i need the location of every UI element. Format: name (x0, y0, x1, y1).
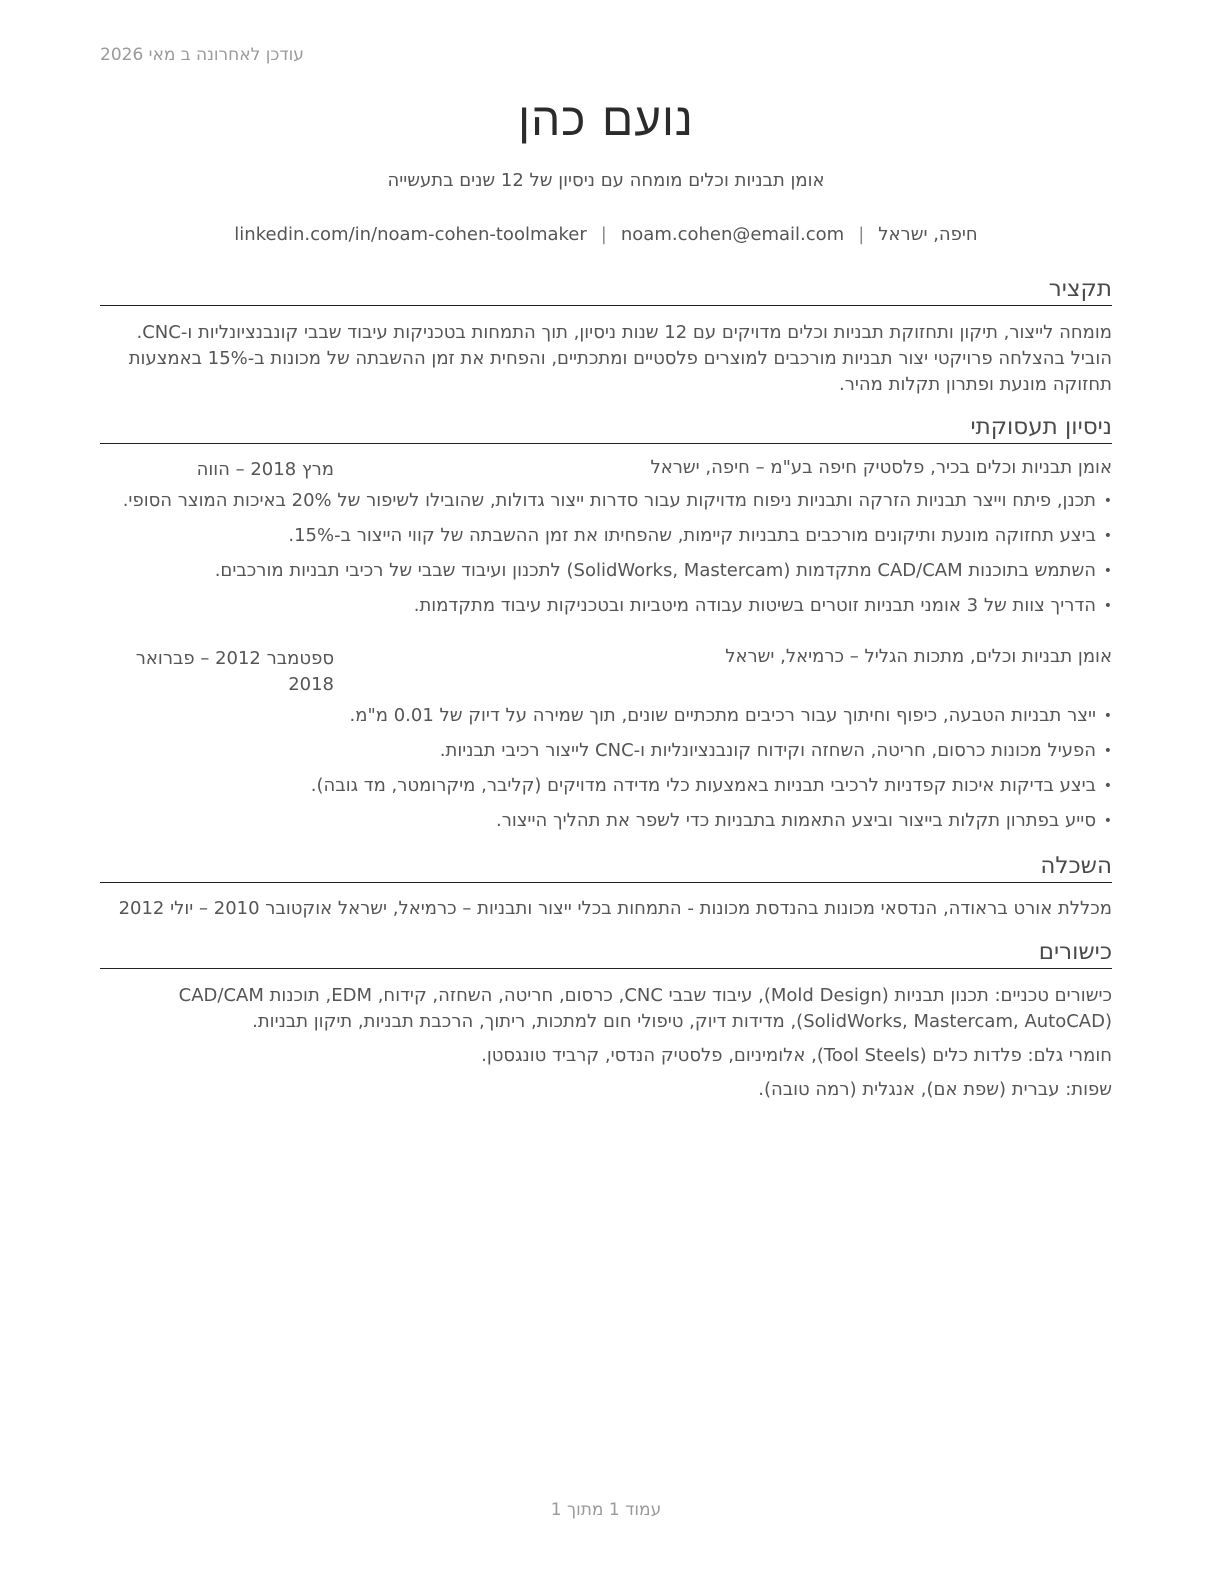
education-entry: מכללת אורט בראודה, הנדסאי מכונות בהנדסת מכונות - התמחות בכלי ייצור ותבניות – כרמיאל, ישראל אוקטובר 2010 – יולי 2012 (118, 898, 1112, 919)
bullet-item: • הפעיל מכונות כרסום, חריטה, השחזה וקידוח קונבנציונליות ו-CNC לייצור רכיבי תבניות. (100, 740, 1112, 775)
bullet-item: • סייע בפתרון תקלות בייצור וביצע התאמות בתבניות כדי לשפר את תהליך הייצור. (100, 810, 1112, 845)
job-date: מרץ 2018 – הווה (196, 459, 334, 480)
contact-email[interactable]: noam.cohen@email.com (620, 224, 845, 245)
job-title: אומן תבניות וכלים בכיר, פלסטיק חיפה בע"מ – חיפה, ישראל (650, 457, 1112, 478)
contact-location: חיפה, ישראל (878, 224, 978, 245)
job-bullets (100, 705, 1112, 845)
candidate-name: נועם כהן (518, 92, 694, 146)
resume-page (100, 0, 1112, 1584)
bullet-item: • השתמש בתוכנות CAD/CAM מתקדמות (SolidWorks, Mastercam) לתכנון ועיבוד שבבי של רכיבי תבניות מורכבים. (100, 560, 1112, 595)
section-title-experience: ניסיון תעסוקתי (100, 412, 1112, 444)
page-number: עמוד 1 מתוך 1 (550, 1500, 662, 1520)
bullet-item: • הדריך צוות של 3 אומני תבניות זוטרים בשיטות עבודה מיטביות ובטכניקות עיבוד מתקדמות. (100, 595, 1112, 630)
contact-linkedin[interactable]: linkedin.com/in/noam-cohen-toolmaker (234, 224, 587, 245)
bullet-item: • ביצע תחזוקה מונעת ותיקונים מורכבים בתבניות קיימות, שהפחיתו את זמן ההשבתה של קווי הייצור ב-15%. (100, 525, 1112, 560)
section-title-summary: תקציר (100, 274, 1112, 306)
skills-technical: כישורים טכניים: תכנון תבניות (Mold Design), עיבוד שבבי CNC, כרסום, חריטה, השחזה, קידוח, EDM, תוכנות CAD/CAM (SolidWorks, Mastercam, AutoCAD), מדידות דיוק, טיפולי חום למתכות, ריתוך, הרכבת תבניות, תיקון תבניות. (178, 985, 1112, 1032)
bullet-item: • ביצע בדיקות איכות קפדניות לרכיבי תבניות באמצעות כלי מדידה מדויקים (קליבר, מיקרומטר, מד גובה). (100, 775, 1112, 810)
tagline: אומן תבניות וכלים מומחה עם ניסיון של 12 שנים בתעשייה (387, 170, 825, 191)
contact-line (100, 224, 1112, 245)
skills-languages: שפות: עברית (שפת אם), אנגלית (רמה טובה). (758, 1079, 1112, 1100)
last-updated: עודכן לאחרונה ב מאי 2026 (100, 45, 304, 65)
job-bullets (100, 490, 1112, 630)
contact-separator: | (858, 224, 865, 245)
contact-separator: | (600, 224, 607, 245)
section-title-skills: כישורים (100, 937, 1112, 969)
job-title: אומן תבניות וכלים, מתכות הגליל – כרמיאל, ישראל (725, 646, 1112, 667)
bullet-item: • תכנן, פיתח וייצר תבניות הזרקה ותבניות ניפוח מדויקות עבור סדרות ייצור גדולות, שהובילו לשיפור של 20% באיכות המוצר הסופי. (100, 490, 1112, 525)
summary-text: מומחה לייצור, תיקון ותחזוקת תבניות וכלים מדויקים עם 12 שנות ניסיון, תוך התמחות בטכניקות עיבוד שבבי קונבנציונליות ו-CNC. הוביל בהצלחה פרויקטי יצור תבניות מורכבים למוצרים פלסטיים ומתכתיים, והפחית את זמן ההשבתה של מכונות ב-15% באמצעות תחזוקה מונעת ופתרון תקלות מהיר. (128, 322, 1112, 395)
skills-materials: חומרי גלם: פלדות כלים (Tool Steels), אלומיניום, פלסטיק הנדסי, קרביד טונגסטן. (481, 1045, 1112, 1066)
job-date: ספטמבר 2012 – פברואר 2018 (135, 648, 334, 695)
skills-block (100, 983, 1112, 1111)
section-title-education: השכלה (100, 851, 1112, 883)
bullet-item: • ייצר תבניות הטבעה, כיפוף וחיתוך עבור רכיבים מתכתיים שונים, תוך שמירה על דיוק של 0.01 מ"מ. (100, 705, 1112, 740)
